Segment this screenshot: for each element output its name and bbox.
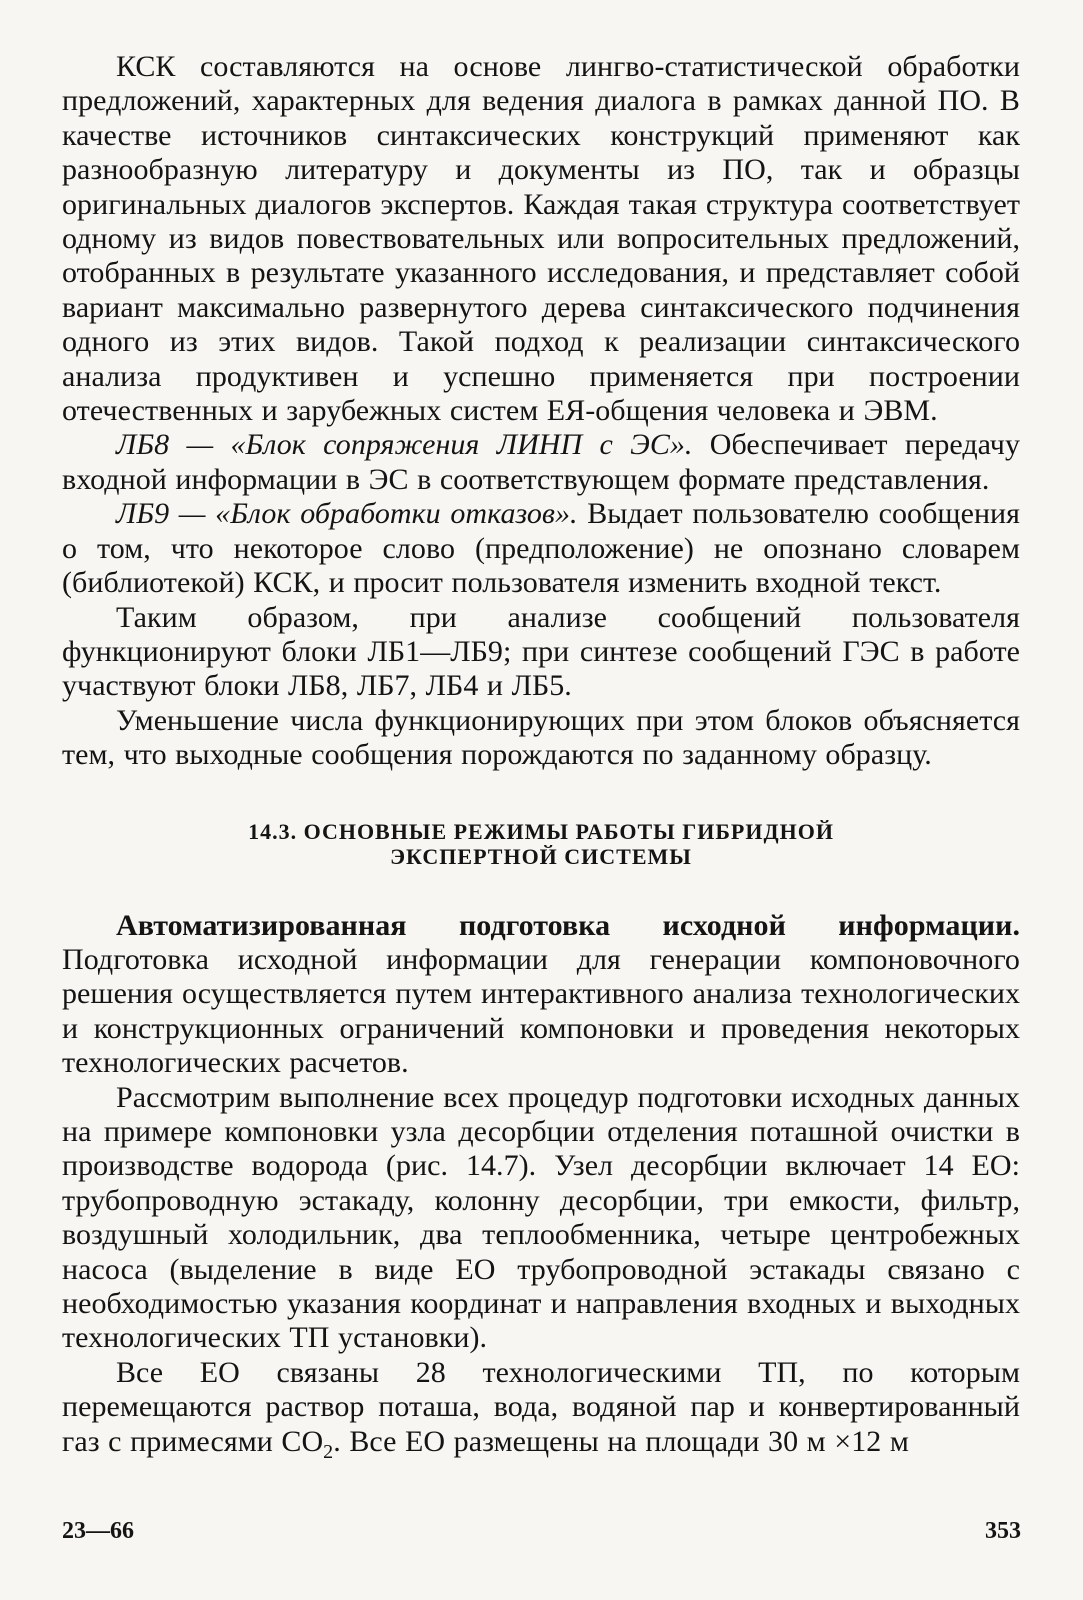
paragraph-text: Обеспечивает передачу входной информации в ЭС в соответствующем формате представления.	[62, 428, 1021, 496]
section-heading	[62, 819, 1020, 869]
printer-signature: 23—66	[62, 1518, 134, 1544]
paragraph-text: Все ЕО связаны 28 технологическими ТП, по которым перемещаются раствор поташа, вода, водяной пар и конвертированный газ с примесями CO	[62, 1355, 1020, 1458]
paragraph-ksk	[62, 50, 1020, 428]
paragraph-lb9	[62, 497, 1020, 600]
paragraph-text: . Все ЕО размещены на площади 30 м ×12 м	[333, 1424, 909, 1458]
paragraph-reduction	[62, 704, 1020, 773]
subscript: 2	[323, 1440, 334, 1463]
page-body	[62, 50, 1020, 1469]
paragraph-auto-prep	[62, 909, 1020, 1081]
block-name-lb9: ЛБ9 — «Блок обработки отказов».	[116, 497, 578, 531]
paragraph-lb8	[62, 428, 1020, 497]
section-title-line2: ЭКСПЕРТНОЙ СИСТЕМЫ	[390, 843, 692, 869]
paragraph-desorption	[62, 1081, 1020, 1356]
block-name-lb8: ЛБ8 — «Блок сопряжения ЛИНП с ЭС».	[116, 428, 693, 462]
paragraph-text: Рассмотрим выполнение всех процедур подготовки исходных данных на примере компоновки узла десорбции отделения поташной очистки в производстве водорода (рис. 14.7). Узел десорбции включает 14 ЕО: трубопроводную эстакаду, колонну десорбции, три емкости, фильтр, воздушный холодильник, два теплообменника, четыре центробежных насоса (выделение в виде ЕО трубопроводной эстакады связано с необходимостью указания координат и направления входных и выходных технологических ТП установки).	[62, 1080, 1020, 1355]
paragraph-text: Выдает пользователю сообщения о том, что некоторое слово (предположение) не опознано словарем (библиотекой) КСК, и просит пользователя изменить входной текст.	[62, 497, 1020, 600]
paragraph-summary	[62, 601, 1020, 704]
paragraph-text: КСК составляются на основе лингво-статистической обработки предложений, характерных для ведения диалога в рамках данной ПО. В качестве источников синтаксических конструкций применяют как разнообразную литературу и документы из ПО, так и образцы оригинальных диалогов экспертов. Каждая такая структура соответствует одному из видов повествовательных или вопросительных предложений, отобранных в результате указанного исследования, и представляет собой вариант максимально развернутого дерева синтаксического подчинения одного из этих видов. Такой подход к реализации синтаксического анализа продуктивен и успешно применяется при построении отечественных и зарубежных систем ЕЯ-общения человека и ЭВМ.	[62, 50, 1020, 428]
page-footer	[62, 1518, 1021, 1545]
paragraph-lead-bold: Автоматизированная подготовка исходной информации.	[116, 908, 1020, 942]
section-title-line1: ОСНОВНЫЕ РЕЖИМЫ РАБОТЫ ГИБРИДНОЙ	[303, 818, 834, 844]
page-number: 353	[985, 1518, 1021, 1544]
section-number: 14.3.	[248, 818, 298, 844]
paragraph-text: Подготовка исходной информации для генерации компоновочного решения осуществляется путем интерактивного анализа технологических и конструкционных ограничений компоновки и проведения некоторых технологических расчетов.	[62, 942, 1020, 1080]
paragraph-text: Таким образом, при анализе сообщений пользователя функционируют блоки ЛБ1—ЛБ9; при синтезе сообщений ГЭС в работе участвуют блоки ЛБ8, ЛБ7, ЛБ4 и ЛБ5.	[62, 600, 1020, 703]
paragraph-flows	[62, 1356, 1020, 1469]
paragraph-text: Уменьшение числа функционирующих при этом блоков объясняется тем, что выходные сообщения порождаются по заданному образцу.	[62, 703, 1020, 772]
